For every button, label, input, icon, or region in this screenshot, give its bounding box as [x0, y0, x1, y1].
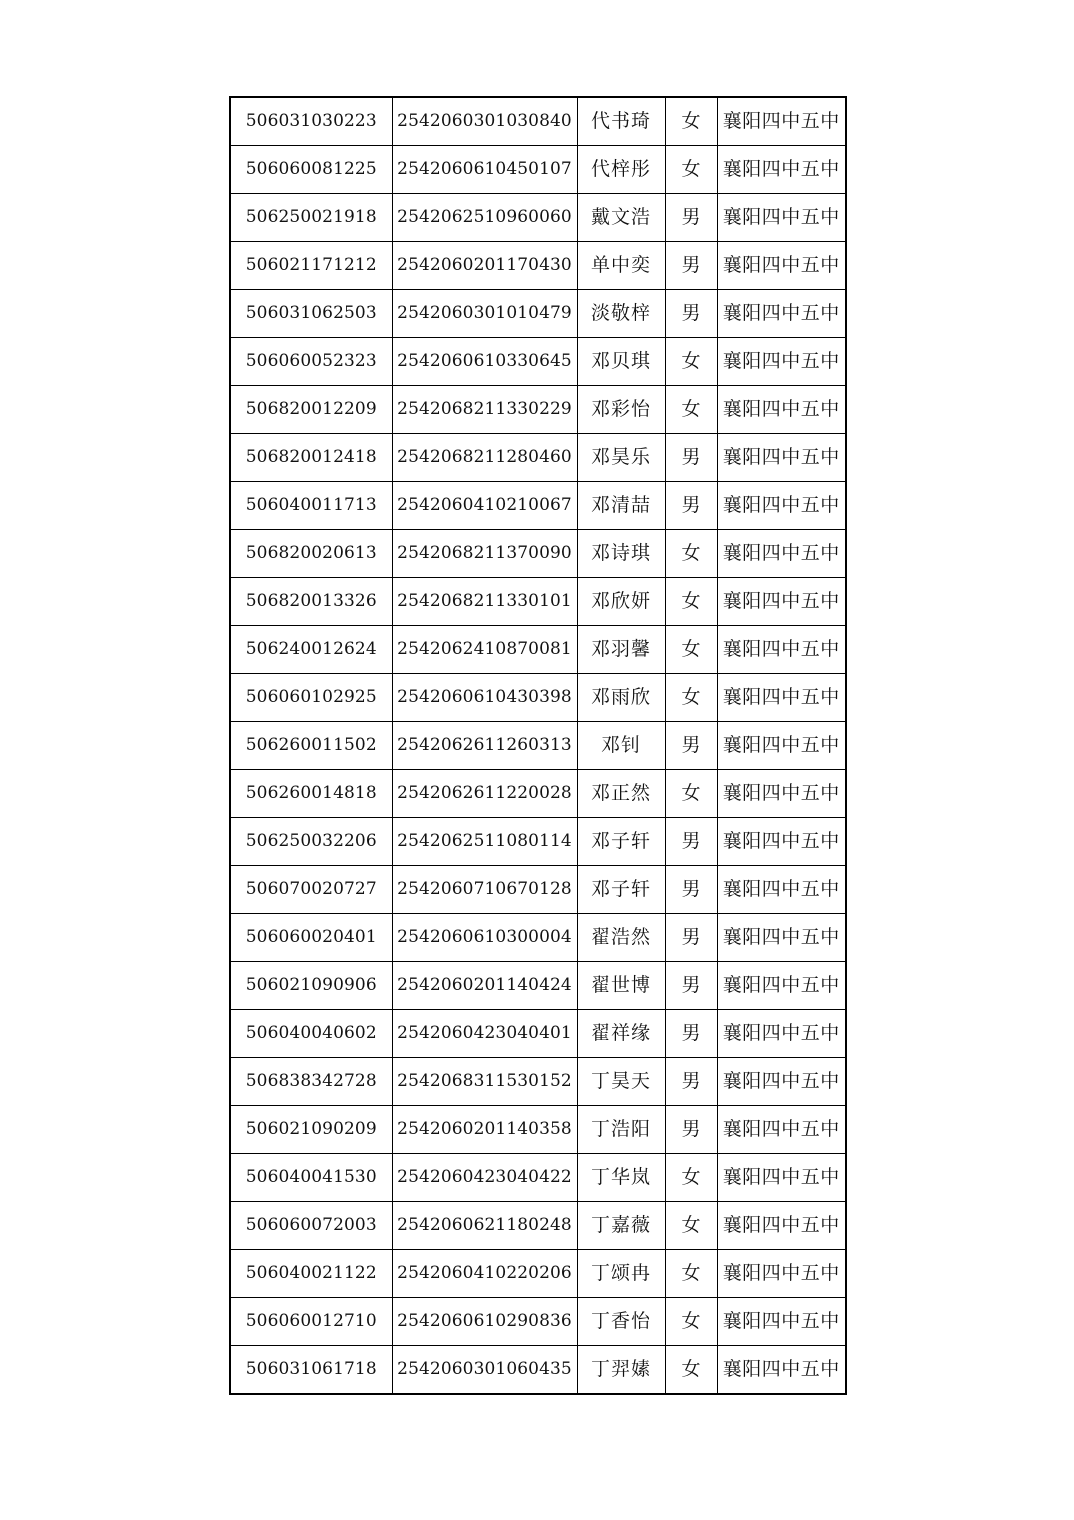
- school-cell: 襄阳四中五中: [717, 194, 846, 242]
- student-id-cell: 2542060301060435: [392, 1346, 577, 1395]
- student-id-cell: 2542060423040422: [392, 1154, 577, 1202]
- table-row: [230, 866, 846, 914]
- table-row: [230, 146, 846, 194]
- exam-number-cell: 506060102925: [230, 674, 392, 722]
- table-row: [230, 722, 846, 770]
- student-id-cell: 2542062511080114: [392, 818, 577, 866]
- gender-cell: 女: [665, 1154, 717, 1202]
- student-name-cell: 戴文浩: [577, 194, 665, 242]
- gender-cell: 女: [665, 386, 717, 434]
- student-id-cell: 2542062611220028: [392, 770, 577, 818]
- exam-number-cell: 506040041530: [230, 1154, 392, 1202]
- student-id-cell: 2542060610450107: [392, 146, 577, 194]
- student-name-cell: 邓贝琪: [577, 338, 665, 386]
- student-name-cell: 淡敬梓: [577, 290, 665, 338]
- student-id-cell: 2542060201140358: [392, 1106, 577, 1154]
- student-name-cell: 邓清喆: [577, 482, 665, 530]
- gender-cell: 男: [665, 1058, 717, 1106]
- student-name-cell: 邓诗琪: [577, 530, 665, 578]
- student-name-cell: 丁嘉薇: [577, 1202, 665, 1250]
- table-row: [230, 770, 846, 818]
- student-name-cell: 丁香怡: [577, 1298, 665, 1346]
- student-name-cell: 代梓彤: [577, 146, 665, 194]
- gender-cell: 女: [665, 770, 717, 818]
- table-row: [230, 1010, 846, 1058]
- student-id-cell: 2542060610300004: [392, 914, 577, 962]
- gender-cell: 女: [665, 626, 717, 674]
- exam-number-cell: 506060081225: [230, 146, 392, 194]
- school-cell: 襄阳四中五中: [717, 242, 846, 290]
- school-cell: 襄阳四中五中: [717, 1154, 846, 1202]
- exam-number-cell: 506838342728: [230, 1058, 392, 1106]
- school-cell: 襄阳四中五中: [717, 97, 846, 146]
- table-row: [230, 338, 846, 386]
- gender-cell: 男: [665, 722, 717, 770]
- student-name-cell: 代书琦: [577, 97, 665, 146]
- student-name-cell: 邓子轩: [577, 818, 665, 866]
- school-cell: 襄阳四中五中: [717, 338, 846, 386]
- student-name-cell: 邓子轩: [577, 866, 665, 914]
- student-id-cell: 2542062611260313: [392, 722, 577, 770]
- student-id-cell: 2542068211370090: [392, 530, 577, 578]
- student-id-cell: 2542060710670128: [392, 866, 577, 914]
- exam-number-cell: 506040040602: [230, 1010, 392, 1058]
- table-row: [230, 1154, 846, 1202]
- gender-cell: 男: [665, 962, 717, 1010]
- gender-cell: 女: [665, 146, 717, 194]
- student-id-cell: 2542062510960060: [392, 194, 577, 242]
- exam-number-cell: 506820020613: [230, 530, 392, 578]
- table-row: [230, 1298, 846, 1346]
- table-row: [230, 818, 846, 866]
- student-id-cell: 2542060621180248: [392, 1202, 577, 1250]
- gender-cell: 男: [665, 434, 717, 482]
- school-cell: 襄阳四中五中: [717, 1298, 846, 1346]
- school-cell: 襄阳四中五中: [717, 866, 846, 914]
- table-row: [230, 482, 846, 530]
- exam-number-cell: 506820013326: [230, 578, 392, 626]
- student-name-cell: 邓雨欣: [577, 674, 665, 722]
- exam-number-cell: 506250021918: [230, 194, 392, 242]
- school-cell: 襄阳四中五中: [717, 674, 846, 722]
- table-row: [230, 530, 846, 578]
- student-id-cell: 2542060201170430: [392, 242, 577, 290]
- school-cell: 襄阳四中五中: [717, 1250, 846, 1298]
- table-row: [230, 914, 846, 962]
- gender-cell: 女: [665, 97, 717, 146]
- gender-cell: 男: [665, 866, 717, 914]
- student-id-cell: 2542060201140424: [392, 962, 577, 1010]
- school-cell: 襄阳四中五中: [717, 914, 846, 962]
- table-row: [230, 962, 846, 1010]
- student-id-cell: 2542060410210067: [392, 482, 577, 530]
- exam-number-cell: 506070020727: [230, 866, 392, 914]
- student-name-cell: 单中奕: [577, 242, 665, 290]
- student-id-cell: 2542068211330101: [392, 578, 577, 626]
- gender-cell: 男: [665, 194, 717, 242]
- school-cell: 襄阳四中五中: [717, 722, 846, 770]
- student-name-cell: 翟浩然: [577, 914, 665, 962]
- exam-number-cell: 506031030223: [230, 97, 392, 146]
- gender-cell: 男: [665, 818, 717, 866]
- school-cell: 襄阳四中五中: [717, 962, 846, 1010]
- table-row: [230, 1106, 846, 1154]
- student-id-cell: 2542060610430398: [392, 674, 577, 722]
- student-name-cell: 邓钊: [577, 722, 665, 770]
- exam-number-cell: 506031062503: [230, 290, 392, 338]
- exam-number-cell: 506260014818: [230, 770, 392, 818]
- student-id-cell: 2542060423040401: [392, 1010, 577, 1058]
- table-row: [230, 1202, 846, 1250]
- gender-cell: 男: [665, 1106, 717, 1154]
- table-row: [230, 434, 846, 482]
- table-row: [230, 578, 846, 626]
- school-cell: 襄阳四中五中: [717, 818, 846, 866]
- student-name-cell: 邓彩怡: [577, 386, 665, 434]
- student-name-cell: 邓羽馨: [577, 626, 665, 674]
- table-row: [230, 386, 846, 434]
- student-name-cell: 翟世博: [577, 962, 665, 1010]
- student-list-table: [229, 96, 847, 1395]
- exam-number-cell: 506031061718: [230, 1346, 392, 1395]
- exam-number-cell: 506060052323: [230, 338, 392, 386]
- gender-cell: 男: [665, 914, 717, 962]
- table-row: [230, 97, 846, 146]
- student-name-cell: 邓欣妍: [577, 578, 665, 626]
- school-cell: 襄阳四中五中: [717, 434, 846, 482]
- student-id-cell: 2542060301030840: [392, 97, 577, 146]
- gender-cell: 男: [665, 290, 717, 338]
- student-name-cell: 丁羿嫊: [577, 1346, 665, 1395]
- student-id-cell: 2542060410220206: [392, 1250, 577, 1298]
- gender-cell: 男: [665, 1010, 717, 1058]
- table-row: [230, 626, 846, 674]
- student-id-cell: 2542068211280460: [392, 434, 577, 482]
- student-id-cell: 2542060301010479: [392, 290, 577, 338]
- exam-number-cell: 506250032206: [230, 818, 392, 866]
- exam-number-cell: 506060020401: [230, 914, 392, 962]
- school-cell: 襄阳四中五中: [717, 530, 846, 578]
- school-cell: 襄阳四中五中: [717, 146, 846, 194]
- gender-cell: 男: [665, 242, 717, 290]
- table-row: [230, 1346, 846, 1395]
- student-name-cell: 丁浩阳: [577, 1106, 665, 1154]
- school-cell: 襄阳四中五中: [717, 1106, 846, 1154]
- exam-number-cell: 506021090906: [230, 962, 392, 1010]
- gender-cell: 女: [665, 578, 717, 626]
- student-name-cell: 邓正然: [577, 770, 665, 818]
- school-cell: 襄阳四中五中: [717, 770, 846, 818]
- student-id-cell: 2542060610330645: [392, 338, 577, 386]
- gender-cell: 女: [665, 530, 717, 578]
- school-cell: 襄阳四中五中: [717, 290, 846, 338]
- student-name-cell: 丁华岚: [577, 1154, 665, 1202]
- school-cell: 襄阳四中五中: [717, 1202, 846, 1250]
- exam-number-cell: 506040021122: [230, 1250, 392, 1298]
- table-row: [230, 290, 846, 338]
- exam-number-cell: 506021171212: [230, 242, 392, 290]
- gender-cell: 女: [665, 1298, 717, 1346]
- table-row: [230, 674, 846, 722]
- gender-cell: 女: [665, 1250, 717, 1298]
- exam-number-cell: 506021090209: [230, 1106, 392, 1154]
- gender-cell: 女: [665, 674, 717, 722]
- school-cell: 襄阳四中五中: [717, 578, 846, 626]
- student-name-cell: 翟祥缘: [577, 1010, 665, 1058]
- gender-cell: 女: [665, 1202, 717, 1250]
- school-cell: 襄阳四中五中: [717, 626, 846, 674]
- school-cell: 襄阳四中五中: [717, 386, 846, 434]
- student-id-cell: 2542068311530152: [392, 1058, 577, 1106]
- gender-cell: 女: [665, 1346, 717, 1395]
- table-row: [230, 242, 846, 290]
- table-row: [230, 1250, 846, 1298]
- school-cell: 襄阳四中五中: [717, 1010, 846, 1058]
- student-id-cell: 2542062410870081: [392, 626, 577, 674]
- school-cell: 襄阳四中五中: [717, 482, 846, 530]
- exam-number-cell: 506820012418: [230, 434, 392, 482]
- school-cell: 襄阳四中五中: [717, 1346, 846, 1395]
- exam-number-cell: 506820012209: [230, 386, 392, 434]
- student-name-cell: 丁颂冉: [577, 1250, 665, 1298]
- exam-number-cell: 506240012624: [230, 626, 392, 674]
- gender-cell: 男: [665, 482, 717, 530]
- exam-number-cell: 506260011502: [230, 722, 392, 770]
- student-name-cell: 丁昊天: [577, 1058, 665, 1106]
- exam-number-cell: 506060012710: [230, 1298, 392, 1346]
- table-row: [230, 194, 846, 242]
- table-row: [230, 1058, 846, 1106]
- student-id-cell: 2542060610290836: [392, 1298, 577, 1346]
- exam-number-cell: 506040011713: [230, 482, 392, 530]
- gender-cell: 女: [665, 338, 717, 386]
- exam-number-cell: 506060072003: [230, 1202, 392, 1250]
- school-cell: 襄阳四中五中: [717, 1058, 846, 1106]
- student-id-cell: 2542068211330229: [392, 386, 577, 434]
- table-body: [230, 97, 846, 1394]
- student-name-cell: 邓昊乐: [577, 434, 665, 482]
